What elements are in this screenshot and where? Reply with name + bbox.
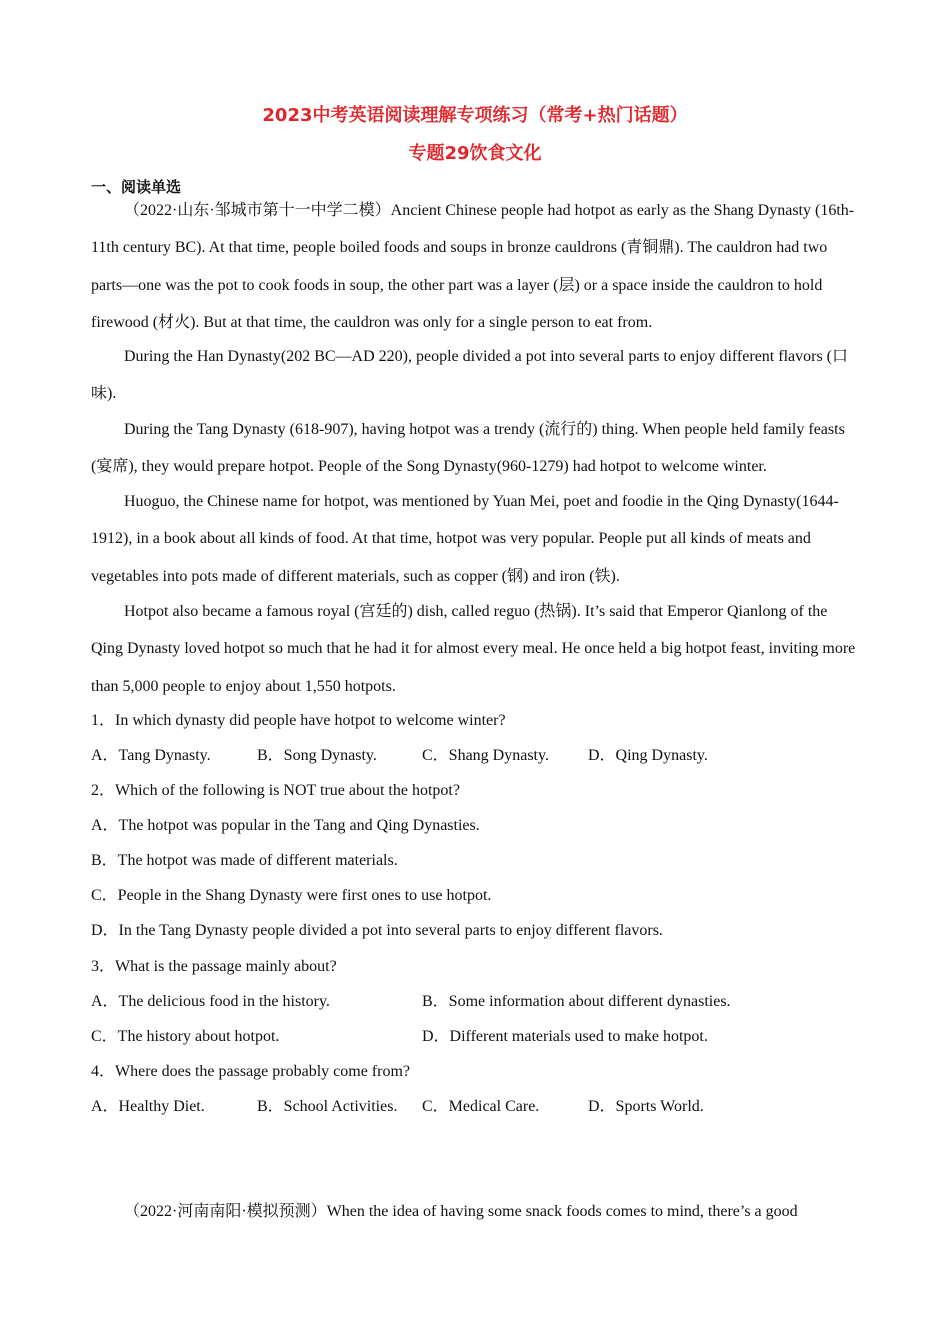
question-4-option-a[interactable]: A．Healthy Diet. bbox=[91, 1098, 205, 1115]
question-1-option-b[interactable]: B．Song Dynasty. bbox=[257, 747, 377, 764]
question-2-option-b[interactable]: B．The hotpot was made of different materials. bbox=[91, 852, 398, 869]
document-title: 2023中考英语阅读理解专项练习（常考+热门话题） bbox=[262, 105, 688, 126]
question-3-stem: 3．What is the passage mainly about? bbox=[91, 958, 337, 975]
question-2-option-d[interactable]: D．In the Tang Dynasty people divided a pot into several parts to enjoy different flavors. bbox=[91, 922, 663, 939]
question-4-option-c[interactable]: C．Medical Care. bbox=[422, 1098, 540, 1115]
passage1-paragraph-5: Hotpot also became a famous royal (宫廷的) dish, called reguo (热锅). It’s said that Emperor Qianlong of the Qing Dynasty loved hotpot so much that he had it for almost every meal. He once held a big hotpot feast, inviting more than 5,000 people to enjoy about 1,550 hotpots. bbox=[91, 603, 856, 695]
question-1-option-a[interactable]: A．Tang Dynasty. bbox=[91, 747, 211, 764]
question-1-option-c[interactable]: C．Shang Dynasty. bbox=[422, 747, 549, 764]
question-3-option-c[interactable]: C．The history about hotpot. bbox=[91, 1028, 280, 1045]
question-1-option-d[interactable]: D．Qing Dynasty. bbox=[588, 747, 708, 764]
question-1-stem: 1．In which dynasty did people have hotpot to welcome winter? bbox=[91, 712, 506, 729]
document-subtitle: 专题29饮食文化 bbox=[408, 143, 542, 164]
question-4-stem: 4．Where does the passage probably come from? bbox=[91, 1063, 410, 1080]
passage2-paragraph-1: （2022·河南南阳·模拟预测）When the idea of having some snack foods comes to mind, there’s a good bbox=[124, 1203, 798, 1220]
question-3-option-b[interactable]: B．Some information about different dynasties. bbox=[422, 993, 731, 1010]
question-4-option-d[interactable]: D．Sports World. bbox=[588, 1098, 704, 1115]
question-2-option-c[interactable]: C．People in the Shang Dynasty were first ones to use hotpot. bbox=[91, 887, 492, 904]
question-4-option-b[interactable]: B．School Activities. bbox=[257, 1098, 398, 1115]
section-heading: 一、阅读单选 bbox=[91, 178, 182, 196]
question-2-stem: 2．Which of the following is NOT true about the hotpot? bbox=[91, 782, 460, 799]
passage1-paragraph-4: Huoguo, the Chinese name for hotpot, was mentioned by Yuan Mei, poet and foodie in the Qing Dynasty(1644-1912), in a book about all kinds of food. At that time, hotpot was very popular. People put all kinds of meats and vegetables into pots made of different materials, such as copper (钢) and iron (铁). bbox=[91, 493, 839, 585]
question-3-option-a[interactable]: A．The delicious food in the history. bbox=[91, 993, 330, 1010]
passage1-paragraph-3: During the Tang Dynasty (618-907), having hotpot was a trendy (流行的) thing. When people held family feasts (宴席), they would prepare hotpot. People of the Song Dynasty(960-1279) had hotpot to welcome winter. bbox=[91, 421, 845, 476]
passage1-paragraph-2: During the Han Dynasty(202 BC—AD 220), people divided a pot into several parts to enjoy different flavors (口味). bbox=[91, 348, 848, 403]
question-2-option-a[interactable]: A．The hotpot was popular in the Tang and Qing Dynasties. bbox=[91, 817, 480, 834]
question-3-option-d[interactable]: D．Different materials used to make hotpot. bbox=[422, 1028, 708, 1045]
passage1-paragraph-1: （2022·山东·邹城市第十一中学二模）Ancient Chinese people had hotpot as early as the Shang Dynasty (16th-11th century BC). At that time, people boiled foods and soups in bronze cauldrons (青铜鼎). The cauldron had two parts—one was the pot to cook foods in soup, the other part was a layer (层) or a space inside the cauldron to hold firewood (材火). But at that time, the cauldron was only for a single person to eat from. bbox=[91, 202, 855, 331]
